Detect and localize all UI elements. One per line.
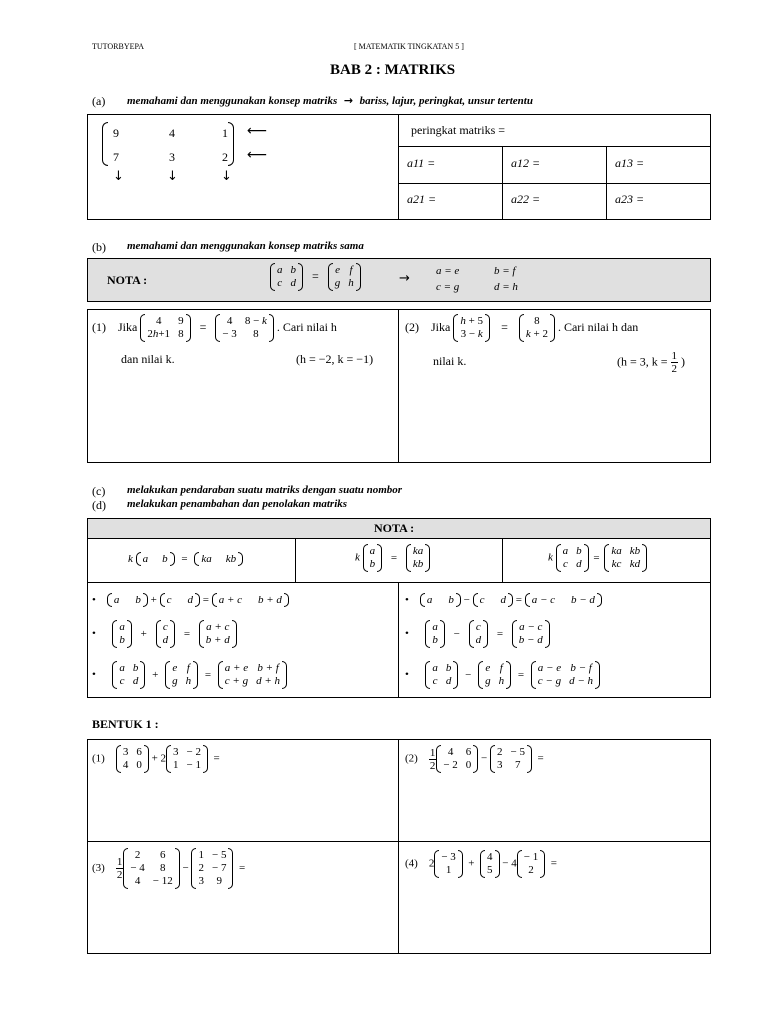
nota-b-label: NOTA : — [107, 273, 148, 287]
nota-eq: d = h — [494, 281, 518, 293]
element-a23: a23 = — [615, 192, 645, 206]
right-arrow-icon: → — [340, 94, 357, 107]
element-a11: a11 = — [407, 156, 436, 170]
section-d-text: melakukan penambahan dan penolakan matriks — [127, 498, 348, 510]
scalar-rule-row: k a b = ka kb — [128, 552, 243, 567]
nota-eq: a = e — [436, 265, 460, 277]
bentuk-title: BENTUK 1 : — [92, 717, 159, 731]
section-b-text: memahami dan menggunakan konsep matriks sama — [127, 240, 364, 252]
section-d-label: (d) — [92, 498, 106, 512]
question-b2: (2) Jika h + 5 3 − k = 8 k + 2 . Cari nilai h dan — [405, 315, 639, 340]
section-c-label: (c) — [92, 484, 106, 498]
right-arrow-icon: → — [399, 271, 410, 286]
section-c-text: melakukan pendaraban suatu matriks dengan suatu nombor — [127, 484, 403, 496]
bentuk-question-4: (4) 2 − 3 1 + 4 5 − 4 − 1 2 = — [405, 851, 557, 876]
scalar-rule-2x2: k a b c d = ka kb kc kd — [548, 544, 647, 572]
column-arrow-icon: ↓ — [221, 169, 232, 184]
question-b1-answer: (h = −2, k = −1) — [296, 352, 374, 366]
matrix-cell: 1 — [222, 126, 228, 140]
nota-eq: c = g — [436, 281, 460, 293]
column-arrow-icon: ↓ — [167, 169, 178, 184]
nota-eq: b = f — [494, 265, 516, 277]
bentuk-question-3: (3) $\frac{1}{2}$ 2 6 − 4 8 4 − 12 − 1 − 5 2 − 7 3 9 = — [92, 849, 246, 887]
row-arrow-icon: ⟵ — [247, 147, 268, 163]
addition-rule-2x2: • a b c d + e f g h = a + e b + f c + g d + h — [92, 661, 287, 689]
bentuk-question-2: (2) $\frac{1}{2}$ 4 6 − 2 0 − 2 − 5 3 7 = — [405, 746, 544, 772]
header-center: [ MATEMATIK TINGKATAN 5 ] — [354, 42, 464, 51]
element-a22: a22 = — [511, 192, 541, 206]
subtraction-rule-column: • a b − c d = a − c b − d — [405, 620, 550, 648]
nota-b-equation: a b c d = e f g h — [270, 263, 361, 291]
nota-cd-label: NOTA : — [374, 521, 415, 535]
element-a13: a13 = — [615, 156, 645, 170]
row-arrow-icon: ⟵ — [247, 123, 268, 139]
addition-rule-row: • a b + c d = a + c b + d — [92, 593, 289, 608]
matrix-cell: 7 — [113, 150, 119, 164]
question-b2-answer: (h = 3, k = $\frac{1}{2}$ ) — [617, 350, 686, 375]
peringkat-label: peringkat matriks = — [411, 123, 506, 137]
subtraction-rule-2x2: • a b c d − e f g h = a − e b − f c − g d − h — [405, 661, 600, 689]
section-b-label: (b) — [92, 240, 106, 254]
question-b1: (1) Jika 4 9 2h+1 8 = 4 8 − k − 3 8 . Cari nilai h — [92, 315, 337, 340]
section-a-text: memahami dan menggunakan konsep matriks → bariss, lajur, peringkat, unsur tertentu — [127, 94, 533, 107]
scalar-rule-column: k a b = ka kb — [355, 544, 430, 572]
addition-rule-column: • a b + c d = a + c b + d — [92, 620, 237, 648]
matrix-cell: 3 — [169, 150, 175, 164]
subtraction-rule-row: • a b − c d = a − c b − d — [405, 593, 602, 608]
question-b1-line2: dan nilai k. — [121, 352, 175, 366]
header-left: TUTORBYEPA — [92, 42, 145, 51]
element-a12: a12 = — [511, 156, 541, 170]
column-arrow-icon: ↓ — [113, 169, 124, 184]
element-a21: a21 = — [407, 192, 437, 206]
example-matrix — [102, 122, 272, 170]
section-a-label: (a) — [92, 94, 106, 108]
question-b2-line2: nilai k. — [433, 354, 467, 368]
matrix-cell: 4 — [169, 126, 175, 140]
matrix-cell: 9 — [113, 126, 119, 140]
page-title: BAB 2 : MATRIKS — [330, 62, 456, 78]
matrix-cell: 2 — [222, 150, 228, 164]
bentuk-question-1: (1) 3 6 4 0 + 2 3 − 2 1 − 1 = — [92, 746, 220, 771]
